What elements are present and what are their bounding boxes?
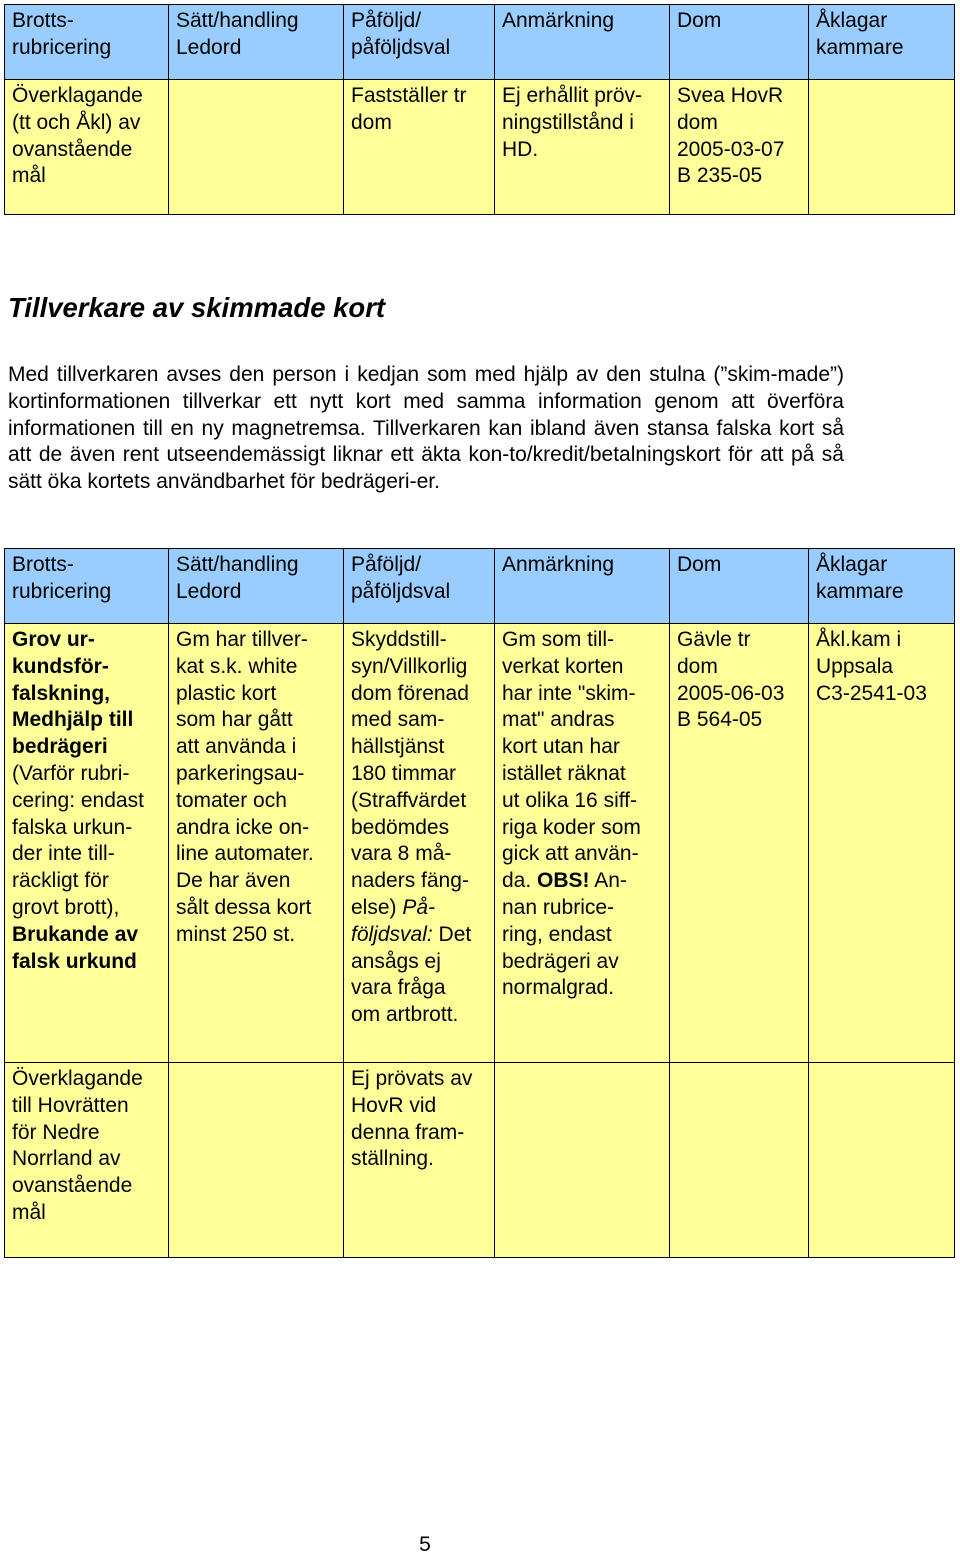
header-cell <box>5 549 169 624</box>
header-text: Brotts- rubricering <box>12 553 112 603</box>
cell-text: Överklagande till Hovrätten för Nedre Norrland av ovanstående mål <box>12 1067 143 1224</box>
header-cell <box>670 549 809 624</box>
table-header-row <box>5 549 955 624</box>
cell-text: Det ansågs ej vara fråga om artbrott. <box>351 922 472 1027</box>
header-text: Påföljd/ påföljdsval <box>351 553 451 603</box>
table-cell <box>495 624 670 1063</box>
table-cell <box>495 1063 670 1258</box>
table-cell <box>169 80 344 215</box>
header-cell <box>495 5 670 80</box>
cell-text-italic: På- följdsval: <box>351 895 436 946</box>
cell-text-bold: Grov ur- kundsför- falskning, Medhjälp till bedrägeri <box>12 628 134 759</box>
cell-text: Skyddstill- syn/Villkorlig dom förenad med sam- hällstjänst 180 timmar (Straffvärdet bedömdes vara 8 må- naders fäng- else) <box>351 628 469 919</box>
table-row <box>5 624 955 1063</box>
header-text: Brotts- rubricering <box>12 9 112 59</box>
table-cell <box>344 1063 495 1258</box>
cell-text: Gävle tr dom 2005-06-03 B 564-05 <box>677 628 785 732</box>
table-cell <box>495 80 670 215</box>
table-row <box>5 80 955 215</box>
section-title: Tillverkare av skimmade kort <box>8 292 386 323</box>
table-2 <box>4 548 955 1258</box>
cell-text: Ej erhållit pröv- ningstillstånd i HD. <box>502 84 643 161</box>
table-cell <box>670 624 809 1063</box>
table-cell <box>670 1063 809 1258</box>
table-cell <box>344 80 495 215</box>
cell-text: Överklagande (tt och Åkl) av ovanstående mål <box>12 84 143 188</box>
cell-text-bold: OBS! <box>537 869 590 893</box>
cell-text: Gm har tillver- kat s.k. white plastic kort som har gått att använda i parkeringsau- tomater och andra icke on- line automater. De har även sålt dessa kort minst 250 st. <box>176 628 314 946</box>
table-cell <box>670 80 809 215</box>
header-text: Dom <box>677 553 722 576</box>
header-text: Sätt/handling Ledord <box>176 9 299 59</box>
header-text: Åklagar kammare <box>816 9 904 59</box>
header-text: Åklagar kammare <box>816 553 904 603</box>
cell-text: Gm som till- verkat korten har inte "skim- mat" andras kort utan har istället räknat ut olika 16 siff- riga koder som gick att använ- da. <box>502 628 641 893</box>
header-text: Dom <box>677 9 722 32</box>
header-cell <box>169 549 344 624</box>
header-cell <box>344 5 495 80</box>
page-number: 5 <box>419 1533 431 1556</box>
header-cell <box>809 549 955 624</box>
cell-text-bold: Brukande av falsk urkund <box>12 922 139 973</box>
header-cell <box>809 5 955 80</box>
table-cell <box>344 624 495 1063</box>
header-cell <box>344 549 495 624</box>
table-1 <box>4 4 955 215</box>
header-text: Påföljd/ påföljdsval <box>351 9 451 59</box>
header-cell <box>495 549 670 624</box>
cell-text: (Varför rubri- cering: endast falska urkun- der inte till- räckligt för grovt brott), <box>12 761 144 919</box>
table-cell <box>169 1063 344 1258</box>
header-text: Anmärkning <box>502 553 615 576</box>
header-cell <box>169 5 344 80</box>
table-cell <box>5 80 169 215</box>
header-cell <box>670 5 809 80</box>
header-cell <box>5 5 169 80</box>
table-cell <box>5 624 169 1063</box>
body-paragraph: Med tillverkaren avses den person i kedjan som med hjälp av den stulna (”skim-made”) kortinformationen tillverkar ett nytt kort med samma information genom att överföra informationen till en ny magnetremsa. Tillverkaren kan ibland även stansa falska kort så att de även rent utseendemässigt liknar ett äkta kon-to/kredit/betalningskort för att på så sätt öka kortets användbarhet för bedrägeri-er. <box>8 363 844 494</box>
table-cell <box>809 80 955 215</box>
table-cell <box>809 1063 955 1258</box>
table-row <box>5 1063 955 1258</box>
cell-text: Ej prövats av HovR vid denna fram- ställning. <box>351 1067 473 1171</box>
cell-text: An- nan rubrice- ring, endast bedrägeri av normalgrad. <box>502 869 627 1000</box>
table-header-row <box>5 5 955 80</box>
table-cell <box>5 1063 169 1258</box>
cell-text: Åkl.kam i Uppsala C3-2541-03 <box>816 628 927 705</box>
table-cell <box>169 624 344 1063</box>
header-text: Anmärkning <box>502 9 615 32</box>
cell-text: Fastställer tr dom <box>351 84 467 134</box>
header-text: Sätt/handling Ledord <box>176 553 299 603</box>
table-cell <box>809 624 955 1063</box>
cell-text: Svea HovR dom 2005-03-07 B 235-05 <box>677 84 785 188</box>
